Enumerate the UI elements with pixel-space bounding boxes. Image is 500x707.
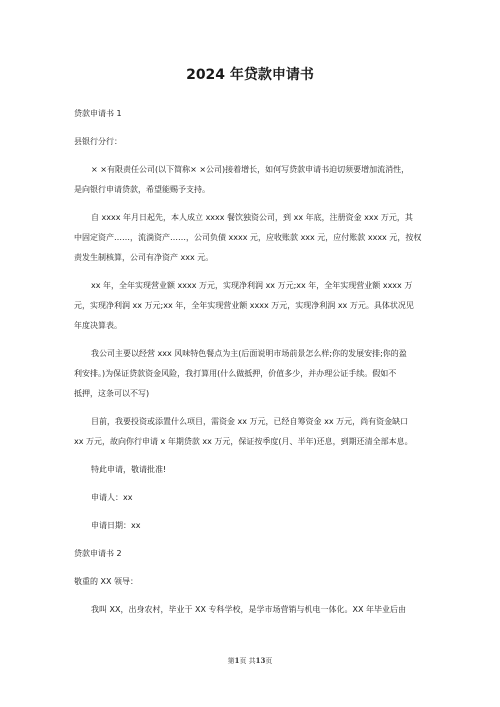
text-line: 目前，我要投资或添置什么项目，需资金 xx 万元，已经自筹资金 xx 万元，尚有资金缺口 (91, 417, 409, 426)
text-line: xx 年，全年实现营业额 xxxx 万元，实现净利润 xx 万元;xx 年，全年实现营业额 xxxx 万 (91, 281, 413, 290)
paragraph-gap (74, 564, 430, 572)
paragraph-gap (74, 124, 430, 132)
page-title: 2024 年贷款申请书 (186, 67, 314, 83)
text-line: 贷款申请书 1 (74, 109, 122, 118)
text-line: 我叫 XX，出身农村，毕业于 XX 专科学校，是学市场营销与机电一体化。XX 年毕业后由 (91, 605, 407, 614)
text-line: 贷款申请书 2 (74, 549, 122, 558)
paragraph-gap (74, 536, 430, 544)
page-footer (0, 656, 500, 666)
text-line: × ×有限责任公司(以下简称× ×公司)接着增长，如何写贷款申请书迫切须要增加流消性， (91, 165, 410, 174)
paragraph-gap (74, 592, 430, 600)
current-page-number: 1 (234, 656, 240, 665)
text-line: 特此申请，敬请批准! (91, 465, 167, 474)
footer-suffix: 页 (265, 657, 273, 665)
paragraph-gap (74, 404, 430, 412)
text-line: 年度决算表。 (74, 321, 122, 330)
text-line: 自 xxxx 年月日起先，本人成立 xxxx 餐饮独资公司，到 xx 年底，注册资金 xxx 万元，其 (91, 213, 413, 222)
text-line: 利安排。)为保证贷款资金风险，我打算用(什么做抵押，价值多少，并办理公证手续。假如不 (74, 369, 397, 378)
paragraph-gap (74, 508, 430, 516)
document-body (74, 104, 430, 620)
text-line: 是向银行申请贷款，希望能赐予支持。 (74, 185, 210, 194)
footer-mid: 页 共 (239, 657, 256, 665)
paragraph-gap (74, 152, 430, 160)
footer-prefix: 第 (227, 657, 235, 665)
paragraph-gap (74, 336, 430, 344)
text-line: 县银行分行： (74, 137, 122, 146)
text-line: 申请日期：xx (91, 521, 141, 530)
text-line: 中固定资产……，流淌资产……，公司负债 xxxx 元，应收账款 xxx 元，应付账款 xxxx 元，按权 (74, 233, 422, 242)
text-line: xx 万元，故向你行申请 x 年期贷款 xx 万元，保证按季度(月、半年)还息，到期还清全部本息。 (74, 437, 413, 446)
text-line: 敬重的 XX 领导： (74, 577, 139, 586)
text-line: 责发生制核算，公司有净资产 xxx 元。 (74, 253, 214, 262)
paragraph-gap (74, 200, 430, 208)
total-pages-number: 13 (255, 656, 266, 665)
paragraph-gap (74, 268, 430, 276)
text-line: 我公司主要以经营 xxx 风味特色餐点为主(后面说明市场前景怎么样;你的发展安排;你的盈 (91, 349, 407, 358)
paragraph-gap (74, 480, 430, 488)
paragraph-gap (74, 452, 430, 460)
text-line: 申请人：xx (91, 493, 133, 502)
text-line: 抵押，这条可以不写) (74, 389, 150, 398)
text-line: 元，实现净利润 xx 万元;xx 年，全年实现营业额 xxxx 万元，实现净利润 xx 万元。具体状况见 (74, 301, 414, 310)
